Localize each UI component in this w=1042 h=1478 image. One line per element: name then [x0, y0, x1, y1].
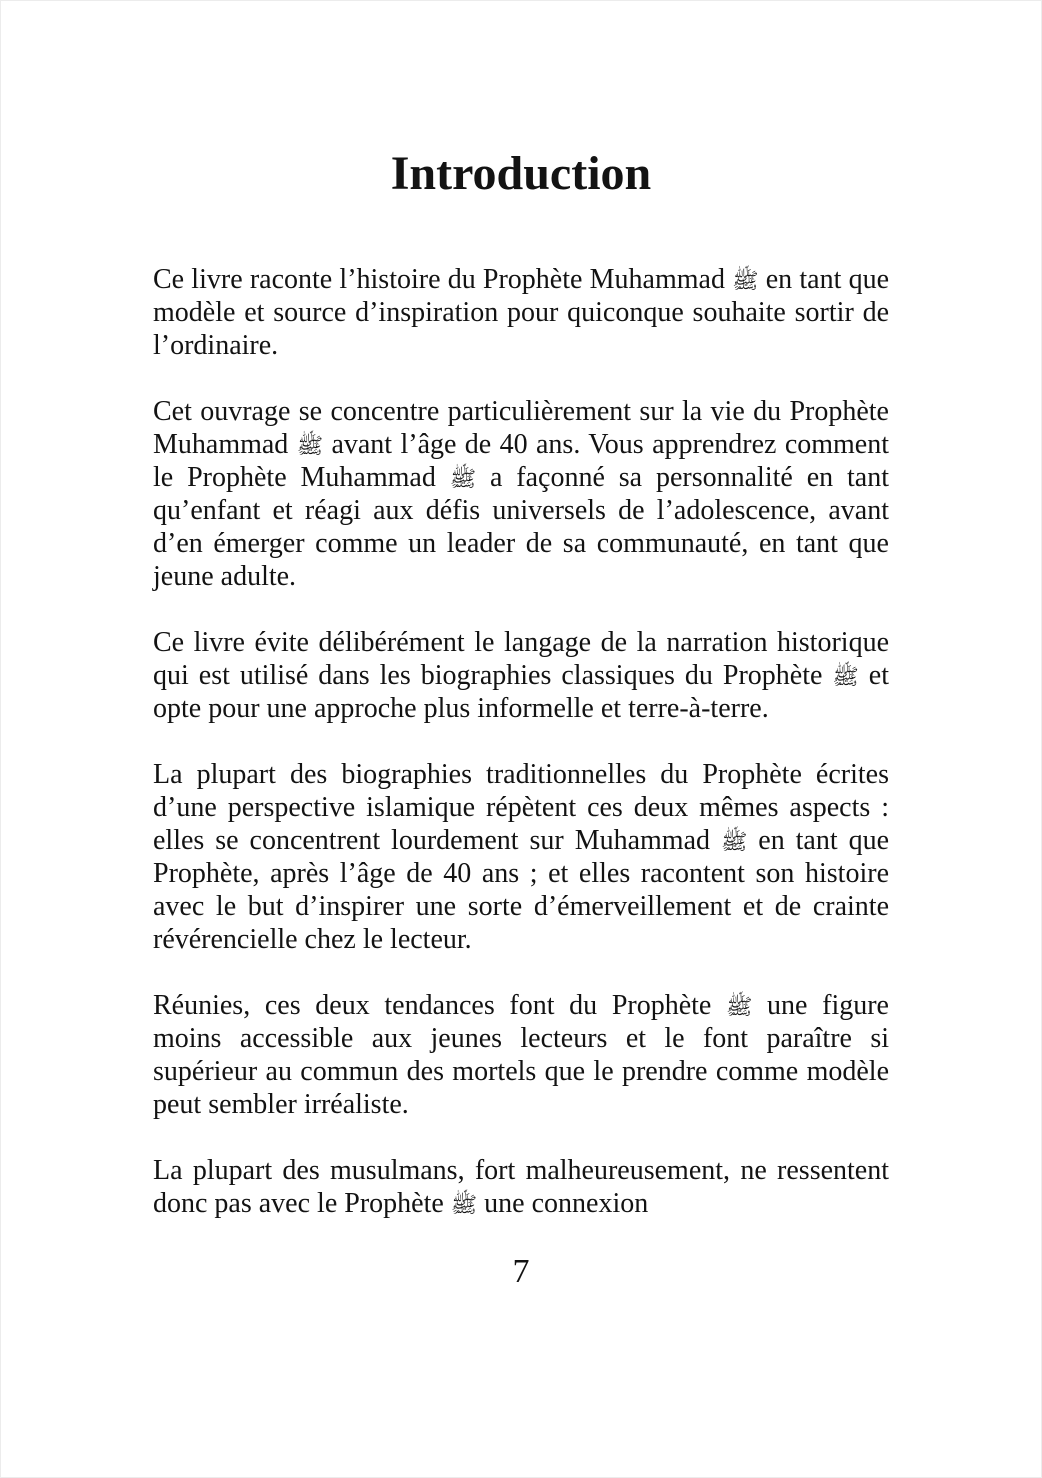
pbuh-honorific-symbol: ﷺ [726, 995, 753, 1021]
paragraph: Ce livre raconte l’histoire du Prophète Muhammad ﷺ en tant que modèle et source d’inspiration pour quiconque souhaite sortir de l’ordinaire. [153, 264, 890, 362]
pbuh-honorific-symbol: ﷺ [732, 269, 759, 295]
paragraph: Réunies, ces deux tendances font du Prophète ﷺ une figure moins accessible aux jeunes lecteurs et le font paraître si supérieur au commun des mortels que le prendre comme modèle peut sembler irréaliste. [153, 990, 889, 1121]
pbuh-honorific-symbol: ﷺ [296, 434, 324, 460]
paragraph: Cet ouvrage se concentre particulièrement sur la vie du Prophète Muhammad ﷺ avant l’âge de 40 ans. Vous apprendrez comment le Prophète Muhammad ﷺ a façonné sa personnalité en tant qu’enfant et réagi aux défis universels de l’adolescence, avant d’en émerger comme un leader de sa communauté, en tant que jeune adulte. [153, 396, 890, 593]
pbuh-honorific-symbol: ﷺ [449, 467, 477, 493]
paragraph: La plupart des musulmans, fort malheureusement, ne ressentent donc pas avec le Prophète ﷺ une connexion [153, 1155, 889, 1220]
pbuh-honorific-symbol: ﷺ [832, 665, 859, 691]
paragraph: La plupart des biographies traditionnelles du Prophète écrites d’une perspective islamique répètent ces deux mêmes aspects : elles se concentrent lourdement sur Muhammad ﷺ en tant que Prophète, après l’âge de 40 ans ; et elles racontent son histoire avec le but d’inspirer une sorte d’émerveillement et de crainte révérencielle chez le lecteur. [153, 759, 890, 956]
page-number: 7 [512, 1253, 530, 1291]
pbuh-honorific-symbol: ﷺ [450, 1193, 478, 1219]
pbuh-honorific-symbol: ﷺ [720, 830, 748, 856]
body-text [153, 263, 889, 1220]
page-content [153, 1, 889, 1291]
chapter-title: Introduction [390, 147, 652, 200]
paragraph: Ce livre évite délibérément le langage de la narration historique qui est utilisé dans les biographies classiques du Prophète ﷺ et opte pour une approche plus informelle et terre-à-terre. [153, 627, 889, 725]
